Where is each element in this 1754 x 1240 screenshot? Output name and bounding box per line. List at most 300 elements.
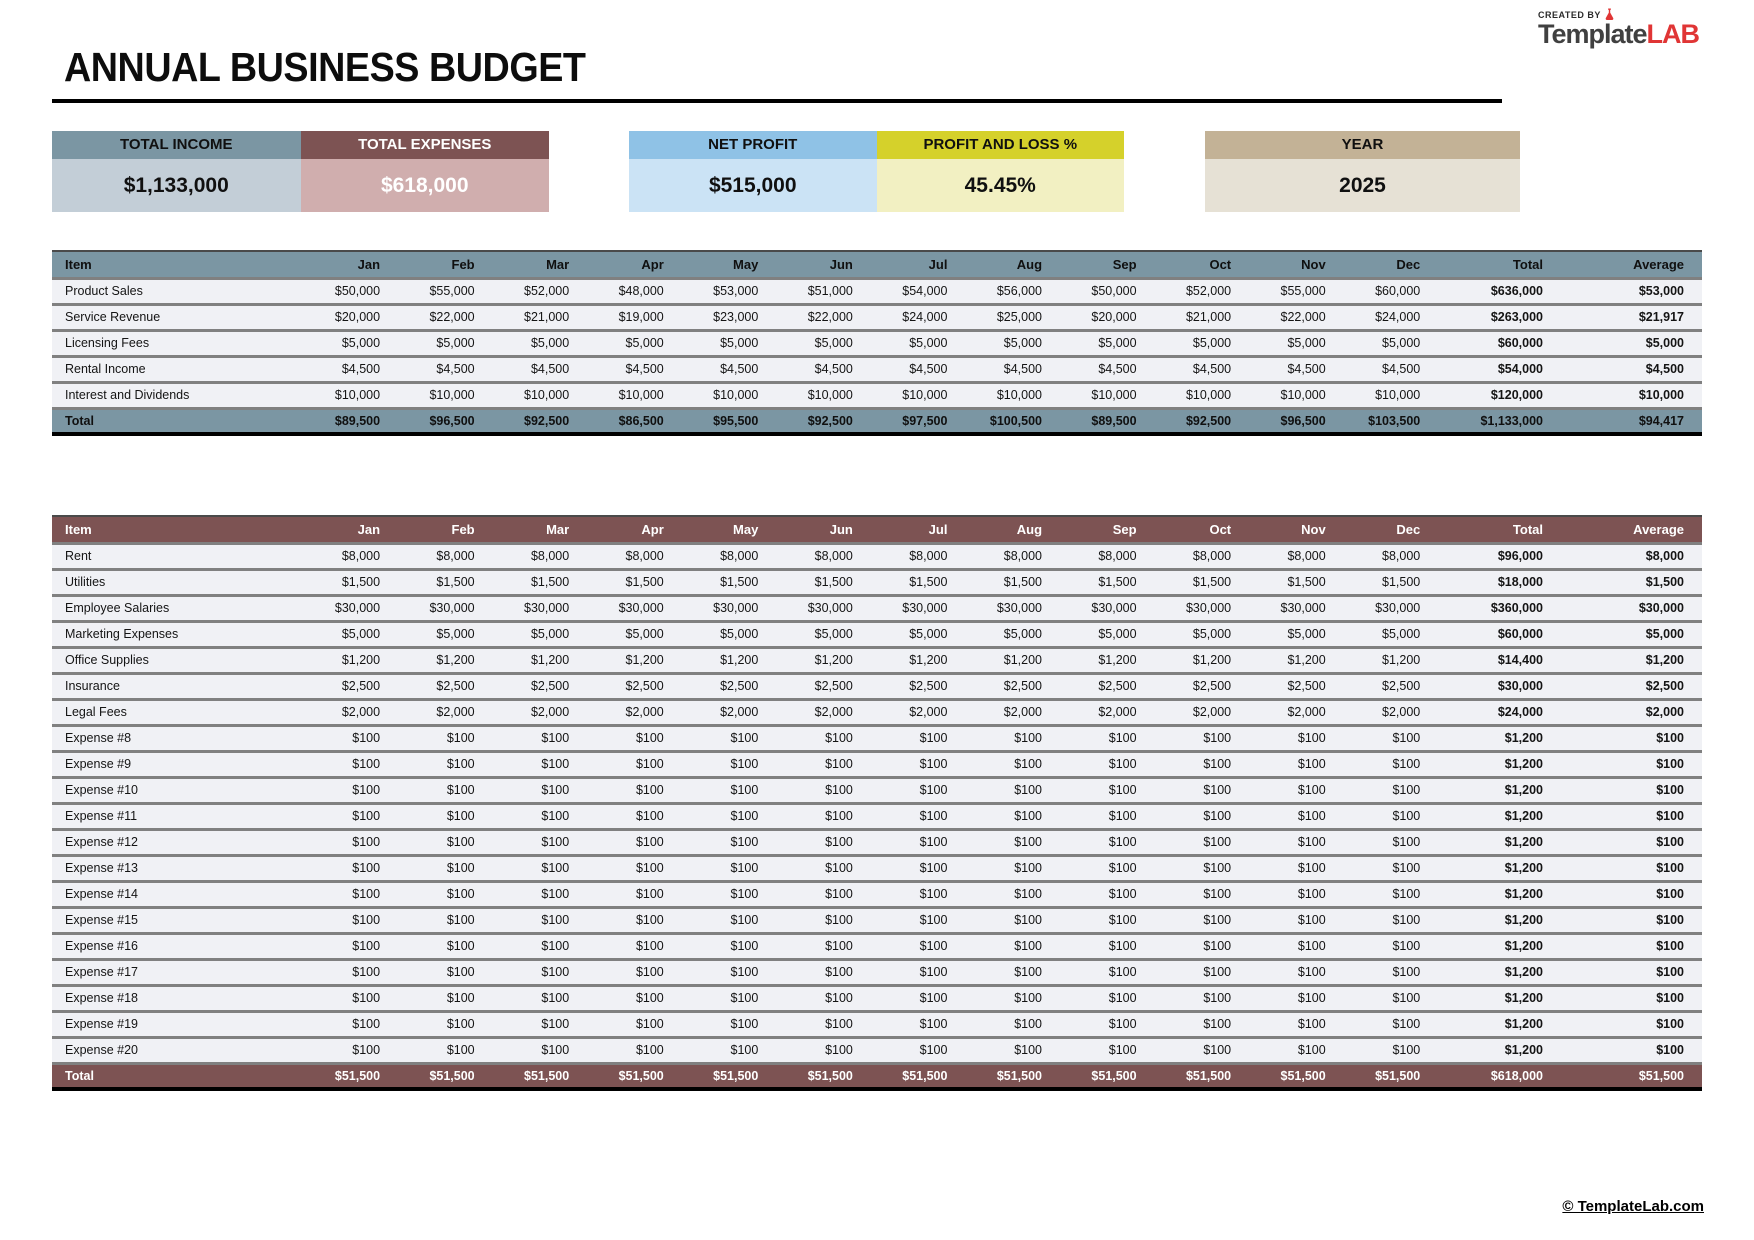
cell-month-value: $2,500	[682, 673, 777, 699]
cell-month-value: $100	[682, 751, 777, 777]
cell-month-value: $100	[1155, 1037, 1250, 1063]
cell-month-value: $100	[682, 907, 777, 933]
cell-month-value: $100	[682, 1037, 777, 1063]
cell-month-value: $51,500	[1344, 1063, 1439, 1089]
cell-month-value: $100	[682, 829, 777, 855]
cell-month-value: $100	[1344, 751, 1439, 777]
cell-month-value: $1,200	[587, 647, 682, 673]
cell-total: $24,000	[1438, 699, 1561, 725]
cell-month-value: $24,000	[871, 304, 966, 330]
cell-month-value: $89,500	[1060, 408, 1155, 434]
table-row	[52, 278, 1702, 304]
profit-loss-pct-value: 45.45%	[877, 159, 1125, 212]
cell-average: $1,200	[1561, 647, 1702, 673]
cell-month-value: $53,000	[682, 278, 777, 304]
cell-month-value: $30,000	[1249, 595, 1344, 621]
cell-month-value: $2,000	[1060, 699, 1155, 725]
cell-month-value: $100	[587, 725, 682, 751]
column-header: Item	[52, 516, 304, 543]
cell-average: $4,500	[1561, 356, 1702, 382]
cell-average: $8,000	[1561, 543, 1702, 569]
cell-month-value: $100	[587, 881, 682, 907]
cell-month-value: $100	[304, 959, 399, 985]
cell-month-value: $10,000	[776, 382, 871, 408]
expenses-table	[52, 515, 1702, 1091]
cell-month-value: $5,000	[1060, 621, 1155, 647]
cell-average: $100	[1561, 1011, 1702, 1037]
row-label: Rental Income	[52, 356, 304, 382]
column-header: Jan	[304, 516, 399, 543]
cell-month-value: $1,500	[965, 569, 1060, 595]
cell-month-value: $100	[682, 881, 777, 907]
row-label: Employee Salaries	[52, 595, 304, 621]
cell-total: $96,000	[1438, 543, 1561, 569]
cell-month-value: $100	[587, 959, 682, 985]
cell-month-value: $100	[871, 959, 966, 985]
cell-month-value: $100	[965, 751, 1060, 777]
cell-month-value: $50,000	[304, 278, 399, 304]
cell-month-value: $4,500	[493, 356, 588, 382]
cell-month-value: $10,000	[304, 382, 399, 408]
cell-month-value: $4,500	[965, 356, 1060, 382]
column-header: Dec	[1344, 251, 1439, 278]
column-header: Mar	[493, 251, 588, 278]
table-row	[52, 699, 1702, 725]
cell-month-value: $30,000	[965, 595, 1060, 621]
cell-month-value: $100	[1249, 959, 1344, 985]
cell-month-value: $100	[493, 933, 588, 959]
cell-month-value: $100	[776, 751, 871, 777]
cell-month-value: $5,000	[1249, 621, 1344, 647]
cell-month-value: $1,200	[398, 647, 493, 673]
cell-month-value: $100	[965, 725, 1060, 751]
column-header: Apr	[587, 251, 682, 278]
cell-month-value: $100	[965, 1011, 1060, 1037]
cell-month-value: $100	[682, 985, 777, 1011]
row-label: Expense #20	[52, 1037, 304, 1063]
cell-month-value: $19,000	[587, 304, 682, 330]
cell-month-value: $8,000	[1249, 543, 1344, 569]
cell-month-value: $1,500	[1060, 569, 1155, 595]
cell-month-value: $21,000	[1155, 304, 1250, 330]
column-header: Feb	[398, 516, 493, 543]
table-row	[52, 933, 1702, 959]
cell-month-value: $100	[682, 725, 777, 751]
net-profit-label: NET PROFIT	[629, 131, 877, 159]
cell-month-value: $4,500	[398, 356, 493, 382]
cell-month-value: $89,500	[304, 408, 399, 434]
cell-month-value: $5,000	[1249, 330, 1344, 356]
cell-average: $100	[1561, 751, 1702, 777]
cell-month-value: $100	[776, 1011, 871, 1037]
cell-total: $60,000	[1438, 621, 1561, 647]
column-header: Dec	[1344, 516, 1439, 543]
cell-month-value: $100	[1155, 907, 1250, 933]
cell-month-value: $5,000	[965, 330, 1060, 356]
cell-month-value: $100	[1155, 829, 1250, 855]
cell-month-value: $1,500	[398, 569, 493, 595]
cell-month-value: $51,500	[398, 1063, 493, 1089]
row-label: Expense #8	[52, 725, 304, 751]
expenses-table-section	[52, 515, 1702, 1091]
cell-total: $1,200	[1438, 1011, 1561, 1037]
cell-month-value: $8,000	[776, 543, 871, 569]
cell-month-value: $100	[398, 803, 493, 829]
templatelab-footer-link[interactable]: © TemplateLab.com	[1562, 1198, 1704, 1215]
cell-average: $2,000	[1561, 699, 1702, 725]
table-row	[52, 647, 1702, 673]
cell-month-value: $5,000	[587, 330, 682, 356]
cell-month-value: $100	[776, 1037, 871, 1063]
cell-month-value: $100	[1249, 1037, 1344, 1063]
cell-month-value: $100	[1249, 855, 1344, 881]
cell-month-value: $5,000	[398, 621, 493, 647]
table-row	[52, 1037, 1702, 1063]
cell-month-value: $51,500	[1155, 1063, 1250, 1089]
templatelab-logo	[1538, 8, 1738, 47]
cell-month-value: $2,500	[587, 673, 682, 699]
cell-month-value: $100	[1249, 985, 1344, 1011]
cell-month-value: $1,500	[1249, 569, 1344, 595]
cell-average: $100	[1561, 933, 1702, 959]
title-divider	[52, 99, 1502, 103]
cell-month-value: $100	[304, 855, 399, 881]
cell-month-value: $8,000	[682, 543, 777, 569]
cell-month-value: $96,500	[398, 408, 493, 434]
cell-month-value: $51,500	[682, 1063, 777, 1089]
cell-month-value: $100	[1060, 829, 1155, 855]
brand-template-text: Template	[1538, 19, 1647, 49]
cell-month-value: $100	[1344, 1011, 1439, 1037]
column-header: Aug	[965, 251, 1060, 278]
cell-month-value: $100	[1155, 985, 1250, 1011]
cell-month-value: $96,500	[1249, 408, 1344, 434]
cell-month-value: $100	[871, 985, 966, 1011]
cell-month-value: $100	[304, 881, 399, 907]
cell-month-value: $2,500	[398, 673, 493, 699]
column-header: Average	[1561, 251, 1702, 278]
cell-month-value: $2,000	[587, 699, 682, 725]
cell-month-value: $4,500	[587, 356, 682, 382]
cell-month-value: $10,000	[1344, 382, 1439, 408]
expenses-header-row	[52, 516, 1702, 543]
cell-month-value: $100	[776, 959, 871, 985]
cell-month-value: $10,000	[493, 382, 588, 408]
cell-average: $5,000	[1561, 621, 1702, 647]
cell-month-value: $100	[398, 1011, 493, 1037]
table-row	[52, 985, 1702, 1011]
cell-month-value: $2,000	[1344, 699, 1439, 725]
cell-month-value: $10,000	[871, 382, 966, 408]
row-label: Interest and Dividends	[52, 382, 304, 408]
cell-total: $14,400	[1438, 647, 1561, 673]
cell-month-value: $100	[871, 803, 966, 829]
cell-month-value: $5,000	[493, 621, 588, 647]
cell-month-value: $10,000	[1060, 382, 1155, 408]
row-label: Expense #14	[52, 881, 304, 907]
cell-month-value: $100	[776, 855, 871, 881]
cell-average: $100	[1561, 829, 1702, 855]
row-label: Service Revenue	[52, 304, 304, 330]
page-title: ANNUAL BUSINESS BUDGET	[64, 44, 586, 90]
total-income-card	[52, 131, 301, 212]
cell-month-value: $1,500	[871, 569, 966, 595]
cell-month-value: $100	[398, 855, 493, 881]
column-header: Nov	[1249, 251, 1344, 278]
cell-month-value: $100	[965, 959, 1060, 985]
cell-total: $30,000	[1438, 673, 1561, 699]
cell-total: $1,200	[1438, 803, 1561, 829]
cell-average: $100	[1561, 777, 1702, 803]
cell-month-value: $100	[965, 803, 1060, 829]
cell-month-value: $10,000	[1249, 382, 1344, 408]
table-row	[52, 330, 1702, 356]
column-header: Item	[52, 251, 304, 278]
cell-month-value: $10,000	[1155, 382, 1250, 408]
cell-month-value: $100	[493, 725, 588, 751]
cell-month-value: $2,500	[965, 673, 1060, 699]
cell-month-value: $10,000	[965, 382, 1060, 408]
cell-month-value: $1,200	[1249, 647, 1344, 673]
income-table-section	[52, 250, 1702, 436]
cell-month-value: $51,000	[776, 278, 871, 304]
cell-total: $60,000	[1438, 330, 1561, 356]
total-expenses-value: $618,000	[301, 159, 550, 212]
cell-month-value: $52,000	[493, 278, 588, 304]
cell-month-value: $100	[965, 855, 1060, 881]
cell-total: $1,200	[1438, 751, 1561, 777]
row-label: Product Sales	[52, 278, 304, 304]
cell-total: $1,200	[1438, 855, 1561, 881]
cell-month-value: $21,000	[493, 304, 588, 330]
cell-month-value: $5,000	[493, 330, 588, 356]
cell-month-value: $100	[1060, 985, 1155, 1011]
cell-month-value: $2,000	[682, 699, 777, 725]
row-label: Expense #12	[52, 829, 304, 855]
cell-month-value: $100	[587, 1037, 682, 1063]
cell-month-value: $100	[1249, 725, 1344, 751]
cell-month-value: $1,200	[776, 647, 871, 673]
cell-month-value: $1,200	[304, 647, 399, 673]
cell-month-value: $100	[1344, 777, 1439, 803]
cell-month-value: $100	[776, 803, 871, 829]
cell-month-value: $20,000	[304, 304, 399, 330]
cell-month-value: $5,000	[871, 330, 966, 356]
cell-average: $10,000	[1561, 382, 1702, 408]
cell-month-value: $51,500	[965, 1063, 1060, 1089]
cell-month-value: $1,200	[682, 647, 777, 673]
cell-month-value: $100	[1155, 881, 1250, 907]
cell-month-value: $100	[398, 777, 493, 803]
cell-month-value: $4,500	[1249, 356, 1344, 382]
cell-month-value: $100	[1249, 933, 1344, 959]
cell-month-value: $1,200	[1060, 647, 1155, 673]
cell-month-value: $5,000	[304, 621, 399, 647]
cell-month-value: $100	[776, 985, 871, 1011]
cell-month-value: $100	[1155, 1011, 1250, 1037]
year-card	[1205, 131, 1520, 212]
row-label: Expense #11	[52, 803, 304, 829]
cell-month-value: $100	[871, 933, 966, 959]
cell-average: $100	[1561, 985, 1702, 1011]
cell-month-value: $1,500	[1155, 569, 1250, 595]
column-header: Jan	[304, 251, 399, 278]
cell-month-value: $100	[398, 933, 493, 959]
brand-wordmark	[1538, 21, 1738, 47]
cell-month-value: $100	[493, 855, 588, 881]
cell-month-value: $2,000	[398, 699, 493, 725]
cell-month-value: $50,000	[1060, 278, 1155, 304]
cell-month-value: $100	[1155, 803, 1250, 829]
cell-month-value: $8,000	[587, 543, 682, 569]
row-label: Insurance	[52, 673, 304, 699]
cell-month-value: $1,200	[965, 647, 1060, 673]
cell-month-value: $100	[682, 933, 777, 959]
cell-total: $1,200	[1438, 777, 1561, 803]
cell-month-value: $10,000	[682, 382, 777, 408]
cell-month-value: $86,500	[587, 408, 682, 434]
cell-month-value: $100	[871, 777, 966, 803]
cell-month-value: $30,000	[493, 595, 588, 621]
cell-month-value: $2,500	[871, 673, 966, 699]
table-row	[52, 382, 1702, 408]
table-row	[52, 621, 1702, 647]
cell-month-value: $100	[965, 1037, 1060, 1063]
cell-month-value: $8,000	[871, 543, 966, 569]
total-expenses-label: TOTAL EXPENSES	[301, 131, 550, 159]
cell-month-value: $5,000	[398, 330, 493, 356]
row-label: Expense #9	[52, 751, 304, 777]
cell-month-value: $100	[1060, 751, 1155, 777]
cell-month-value: $4,500	[304, 356, 399, 382]
cell-month-value: $100	[493, 751, 588, 777]
row-label: Legal Fees	[52, 699, 304, 725]
cell-total: $1,200	[1438, 881, 1561, 907]
cell-month-value: $5,000	[1155, 621, 1250, 647]
cell-month-value: $1,200	[1344, 647, 1439, 673]
cell-month-value: $100	[776, 725, 871, 751]
cell-month-value: $100	[1344, 803, 1439, 829]
cell-average: $53,000	[1561, 278, 1702, 304]
cell-month-value: $1,200	[493, 647, 588, 673]
cell-month-value: $100	[965, 933, 1060, 959]
column-header: Total	[1438, 516, 1561, 543]
cell-month-value: $100	[587, 1011, 682, 1037]
cell-total: $618,000	[1438, 1063, 1561, 1089]
cell-month-value: $100	[493, 959, 588, 985]
row-label: Office Supplies	[52, 647, 304, 673]
cell-month-value: $100	[1060, 1037, 1155, 1063]
cell-average: $5,000	[1561, 330, 1702, 356]
cell-month-value: $1,500	[587, 569, 682, 595]
cell-month-value: $100	[304, 751, 399, 777]
cell-total: $1,200	[1438, 725, 1561, 751]
cell-month-value: $92,500	[1155, 408, 1250, 434]
cell-month-value: $51,500	[493, 1063, 588, 1089]
table-row	[52, 803, 1702, 829]
cell-month-value: $100	[1344, 933, 1439, 959]
cell-month-value: $30,000	[1344, 595, 1439, 621]
column-header: May	[682, 516, 777, 543]
cell-month-value: $5,000	[1344, 621, 1439, 647]
cell-month-value: $100	[1344, 1037, 1439, 1063]
cell-month-value: $100	[871, 881, 966, 907]
cell-month-value: $100	[493, 1037, 588, 1063]
column-header: Jun	[776, 251, 871, 278]
cell-month-value: $100	[493, 1011, 588, 1037]
cell-month-value: $100	[587, 933, 682, 959]
cell-month-value: $2,500	[1249, 673, 1344, 699]
table-row	[52, 569, 1702, 595]
year-card-group	[1205, 131, 1520, 212]
row-label: Licensing Fees	[52, 330, 304, 356]
cell-average: $30,000	[1561, 595, 1702, 621]
cell-total: $1,200	[1438, 829, 1561, 855]
column-header: Sep	[1060, 251, 1155, 278]
cell-month-value: $100	[304, 829, 399, 855]
cell-month-value: $100	[587, 751, 682, 777]
cell-month-value: $1,500	[304, 569, 399, 595]
cell-month-value: $2,500	[1060, 673, 1155, 699]
cell-month-value: $2,000	[1155, 699, 1250, 725]
cell-month-value: $5,000	[1344, 330, 1439, 356]
cell-month-value: $100	[398, 907, 493, 933]
cell-total: $1,200	[1438, 985, 1561, 1011]
cell-month-value: $8,000	[1060, 543, 1155, 569]
table-row	[52, 777, 1702, 803]
total-income-value: $1,133,000	[52, 159, 301, 212]
summary-cards-row	[0, 131, 1754, 212]
cell-month-value: $30,000	[304, 595, 399, 621]
cell-month-value: $2,500	[304, 673, 399, 699]
cell-month-value: $22,000	[776, 304, 871, 330]
cell-month-value: $23,000	[682, 304, 777, 330]
cell-month-value: $100	[871, 829, 966, 855]
column-header: Mar	[493, 516, 588, 543]
cell-month-value: $100	[1060, 907, 1155, 933]
cell-month-value: $100	[587, 907, 682, 933]
cell-month-value: $100	[965, 985, 1060, 1011]
cell-average: $100	[1561, 855, 1702, 881]
cell-month-value: $2,000	[871, 699, 966, 725]
cell-month-value: $95,500	[682, 408, 777, 434]
total-income-label: TOTAL INCOME	[52, 131, 301, 159]
cell-month-value: $100	[304, 725, 399, 751]
column-header: Average	[1561, 516, 1702, 543]
cell-month-value: $100	[1155, 855, 1250, 881]
cell-month-value: $92,500	[493, 408, 588, 434]
cell-month-value: $5,000	[682, 621, 777, 647]
cell-month-value: $100	[304, 1011, 399, 1037]
cell-average: $94,417	[1561, 408, 1702, 434]
cell-month-value: $4,500	[776, 356, 871, 382]
cell-month-value: $100	[304, 803, 399, 829]
row-label: Expense #10	[52, 777, 304, 803]
cell-average: $2,500	[1561, 673, 1702, 699]
cell-month-value: $100	[493, 881, 588, 907]
cell-month-value: $5,000	[1060, 330, 1155, 356]
column-header: May	[682, 251, 777, 278]
table-row	[52, 356, 1702, 382]
cell-average: $100	[1561, 881, 1702, 907]
cell-month-value: $30,000	[682, 595, 777, 621]
cell-month-value: $100	[871, 907, 966, 933]
cell-month-value: $100	[776, 829, 871, 855]
cell-month-value: $100	[1155, 751, 1250, 777]
row-label: Marketing Expenses	[52, 621, 304, 647]
cell-month-value: $100	[304, 985, 399, 1011]
cell-month-value: $10,000	[587, 382, 682, 408]
